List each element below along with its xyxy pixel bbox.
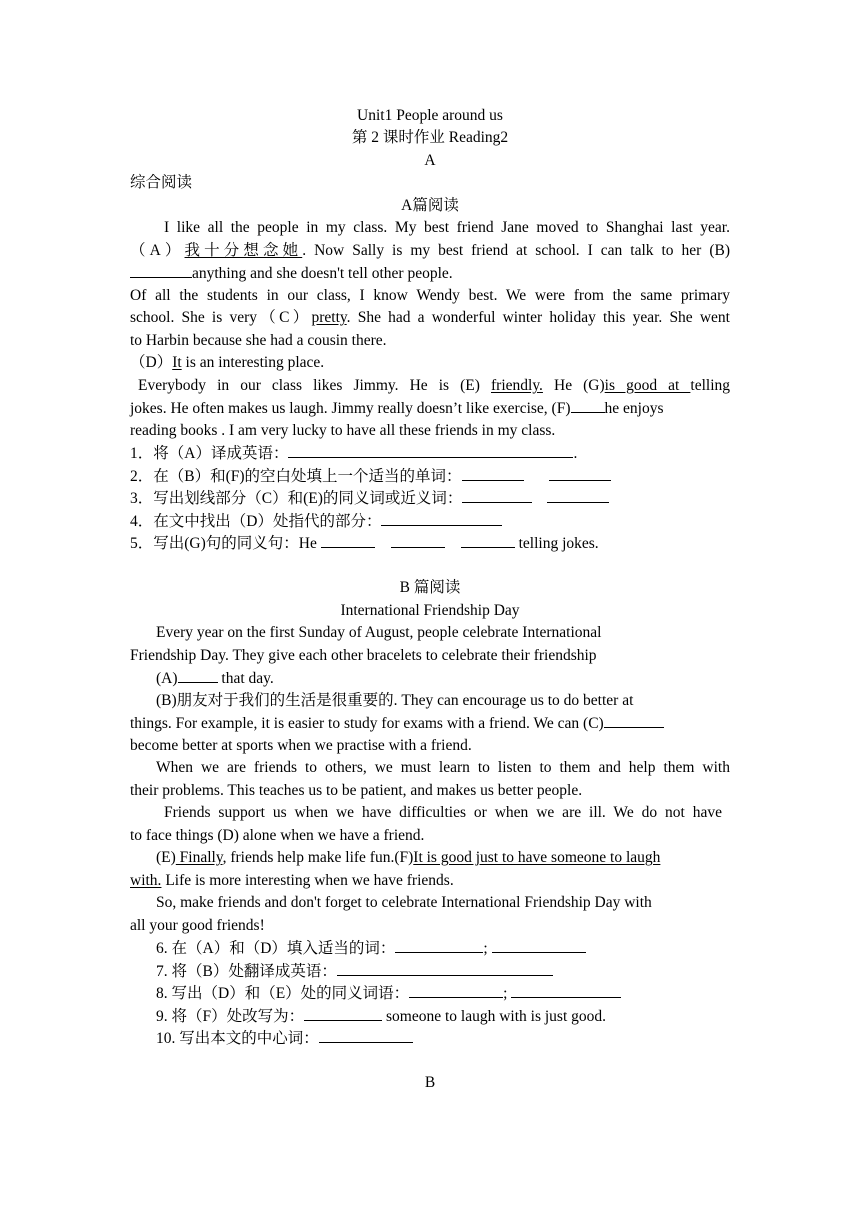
answer-blank[interactable] <box>321 532 375 548</box>
passage-b-line: with. Life is more interesting when we have friends. <box>130 872 454 889</box>
part-label: 综合阅读 <box>130 174 193 191</box>
passage-b-line: (A) that day. <box>130 667 756 691</box>
question-6: 6. 在（A）和（D）填入适当的词： ; <box>130 937 756 961</box>
section-b-label: B <box>424 1074 436 1091</box>
answer-blank[interactable] <box>319 1027 413 1043</box>
passage-a-line: （A）我十分想念她. Now Sally is my best friend at school. I can talk to her (B) <box>130 242 730 259</box>
underlined-word-e: friendly. <box>491 377 543 394</box>
question-2: 2．在（B）和(F)的空白处填上一个适当的单词： <box>130 465 730 489</box>
answer-blank[interactable] <box>288 442 573 458</box>
passage-b-line: Friends support us when we have difficulties or when we are ill. We do not have <box>164 804 722 821</box>
passage-a-line: I like all the people in my class. My best friend Jane moved to Shanghai last year. <box>164 219 730 236</box>
question-3: 3．写出划线部分（C）和(E)的同义词或近义词： <box>130 487 730 511</box>
underlined-phrase-g: is good at <box>604 377 691 394</box>
answer-blank[interactable] <box>409 982 503 998</box>
passage-a-line: Of all the students in our class, I know Wendy best. We were from the same primary <box>130 287 730 304</box>
passage-b-line: Every year on the first Sunday of August, people celebrate International <box>156 624 602 641</box>
answer-blank[interactable] <box>492 937 586 953</box>
passage-a-heading: A篇阅读 <box>401 197 459 214</box>
question-5: 5．写出(G)句的同义句：He telling jokes. <box>130 532 730 556</box>
answer-blank[interactable] <box>381 510 502 526</box>
lesson-subtitle: 第 2 课时作业 Reading2 <box>351 129 509 146</box>
answer-blank[interactable] <box>549 465 611 481</box>
passage-b-line: become better at sports when we practise with a friend. <box>130 737 472 754</box>
underlined-sentence-f: It is good just to have someone to laugh <box>413 849 661 866</box>
answer-blank[interactable] <box>462 487 532 503</box>
answer-blank[interactable] <box>395 937 483 953</box>
passage-b-line: to face things (D) alone when we have a friend. <box>130 827 425 844</box>
blank-a <box>178 667 218 683</box>
unit-title: Unit1 People around us <box>357 107 503 124</box>
answer-blank[interactable] <box>304 1005 382 1021</box>
question-1: 1．将（A）译成英语： . <box>130 442 730 466</box>
question-7: 7. 将（B）处翻译成英语： <box>130 960 756 984</box>
answer-blank[interactable] <box>461 532 515 548</box>
blank-c <box>604 712 664 728</box>
answer-blank[interactable] <box>511 982 621 998</box>
passage-a-line: reading books . I am very lucky to have all these friends in my class. <box>130 422 556 439</box>
passage-b-title: International Friendship Day <box>340 602 520 619</box>
answer-blank[interactable] <box>337 960 553 976</box>
passage-a-line: （D）It is an interesting place. <box>130 354 325 371</box>
answer-blank[interactable] <box>547 487 609 503</box>
underlined-word-c: pretty <box>311 309 347 326</box>
blank-b <box>130 262 192 278</box>
section-a-label: A <box>424 152 436 169</box>
question-10: 10. 写出本文的中心词： <box>130 1027 756 1051</box>
passage-a-line: jokes. He often makes us laugh. Jimmy really doesn’t like exercise, (F) he enjoys <box>130 397 730 421</box>
passage-b-line: things. For example, it is easier to study for exams with a friend. We can (C) <box>130 712 730 736</box>
answer-blank[interactable] <box>462 465 524 481</box>
question-8: 8. 写出（D）和（E）处的同义词语： ; <box>130 982 756 1006</box>
passage-a-line: anything and she doesn't tell other people. <box>130 262 730 286</box>
underlined-word-d: It <box>172 354 182 371</box>
passage-a-line: Everybody in our class likes Jimmy. He is (E) friendly. He (G)is good at telling <box>138 377 731 394</box>
underlined-phrase-a: 我十分想念她 <box>184 242 303 259</box>
passage-b-heading: B 篇阅读 <box>399 579 461 596</box>
underlined-word-e: Finally <box>175 849 223 866</box>
passage-b-line: Friendship Day. They give each other bracelets to celebrate their friendship <box>130 647 597 664</box>
passage-b-line: their problems. This teaches us to be patient, and makes us better people. <box>130 782 583 799</box>
question-4: 4．在文中找出（D）处指代的部分： <box>130 510 730 534</box>
question-9: 9. 将（F）处改写为： someone to laugh with is just good. <box>130 1005 756 1029</box>
passage-a-line: to Harbin because she had a cousin there. <box>130 332 387 349</box>
passage-b-line: all your good friends! <box>130 917 265 934</box>
blank-f <box>571 397 605 413</box>
underlined-sentence-f: with. <box>130 872 162 889</box>
passage-a-line: school. She is very（C）pretty. She had a wonderful winter holiday this year. She went <box>130 309 730 326</box>
passage-b-line: So, make friends and don't forget to celebrate International Friendship Day with <box>156 894 652 911</box>
passage-b-line: When we are friends to others, we must learn to listen to them and help them with <box>156 759 730 776</box>
answer-blank[interactable] <box>391 532 445 548</box>
passage-b-line: (E) Finally, friends help make life fun.(F)It is good just to have someone to laugh <box>156 849 661 866</box>
passage-b-line: (B)朋友对于我们的生活是很重要的. They can encourage us to do better at <box>156 692 634 709</box>
